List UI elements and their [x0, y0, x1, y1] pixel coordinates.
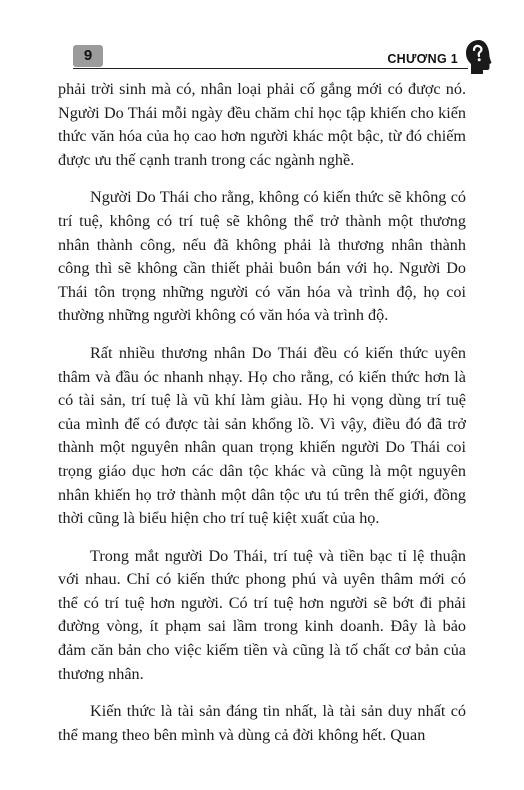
paragraph: Trong mắt người Do Thái, trí tuệ và tiền bạc tỉ lệ thuận với nhau. Chỉ có kiến thức phong phú và uyên thâm mới có thể có trí tuệ hơn người. Có trí tuệ hơn người sẽ bớt đi phải đường vòng, ít phạm sai lầm trong kinh doanh. Đây là bảo đảm căn bản cho việc kiếm tiền và cũng là tố chất cơ bản của thương nhân.	[58, 546, 466, 683]
body-text	[58, 78, 466, 761]
paragraph: Rất nhiều thương nhân Do Thái đều có kiến thức uyên thâm và đầu óc nhanh nhạy. Họ cho rằng, có kiến thức hơn là có tài sản, trí tuệ là vũ khí làm giàu. Họ hi vọng dùng trí tuệ của mình để có được tài sản khổng lồ. Vì vậy, điều đó đã trở thành một nguyên nhân quan trọng khiến người Do Thái coi trọng giáo dục hơn các dân tộc khác và cũng là một nguyên nhân khiến họ trở thành một dân tộc ưu tú trên thế giới, đồng thời cũng là biểu hiện cho trí tuệ kiệt xuất của họ.	[58, 343, 466, 528]
head-silhouette-icon	[464, 38, 492, 76]
header-rule	[73, 68, 468, 69]
page-number-badge: 9	[73, 45, 103, 67]
page-header	[0, 0, 524, 80]
chapter-title: CHƯƠNG 1	[387, 52, 458, 66]
paragraph: Kiến thức là tài sản đáng tin nhất, là tài sản duy nhất có thể mang theo bên mình và dùng cả đời không hết. Quan	[58, 702, 466, 744]
paragraph-continued: phải trời sinh mà có, nhân loại phải cố gắng mới có được nó. Người Do Thái mỗi ngày đều chăm chỉ học tập khiến cho kiến thức văn hóa của họ cao hơn người khác một bậc, từ đó chiếm được ưu thế cạnh tranh trong các ngành nghề.	[58, 80, 466, 169]
paragraph: Người Do Thái cho rằng, không có kiến thức sẽ không có trí tuệ, không có trí tuệ sẽ không thể trở thành một thương nhân thành công, nếu đã không phải là thương nhân thành công thì sẽ không cần thiết phải buôn bán với họ. Người Do Thái tôn trọng những người có văn hóa và trình độ, họ coi thường những người không có văn hóa và trình độ.	[58, 188, 466, 325]
